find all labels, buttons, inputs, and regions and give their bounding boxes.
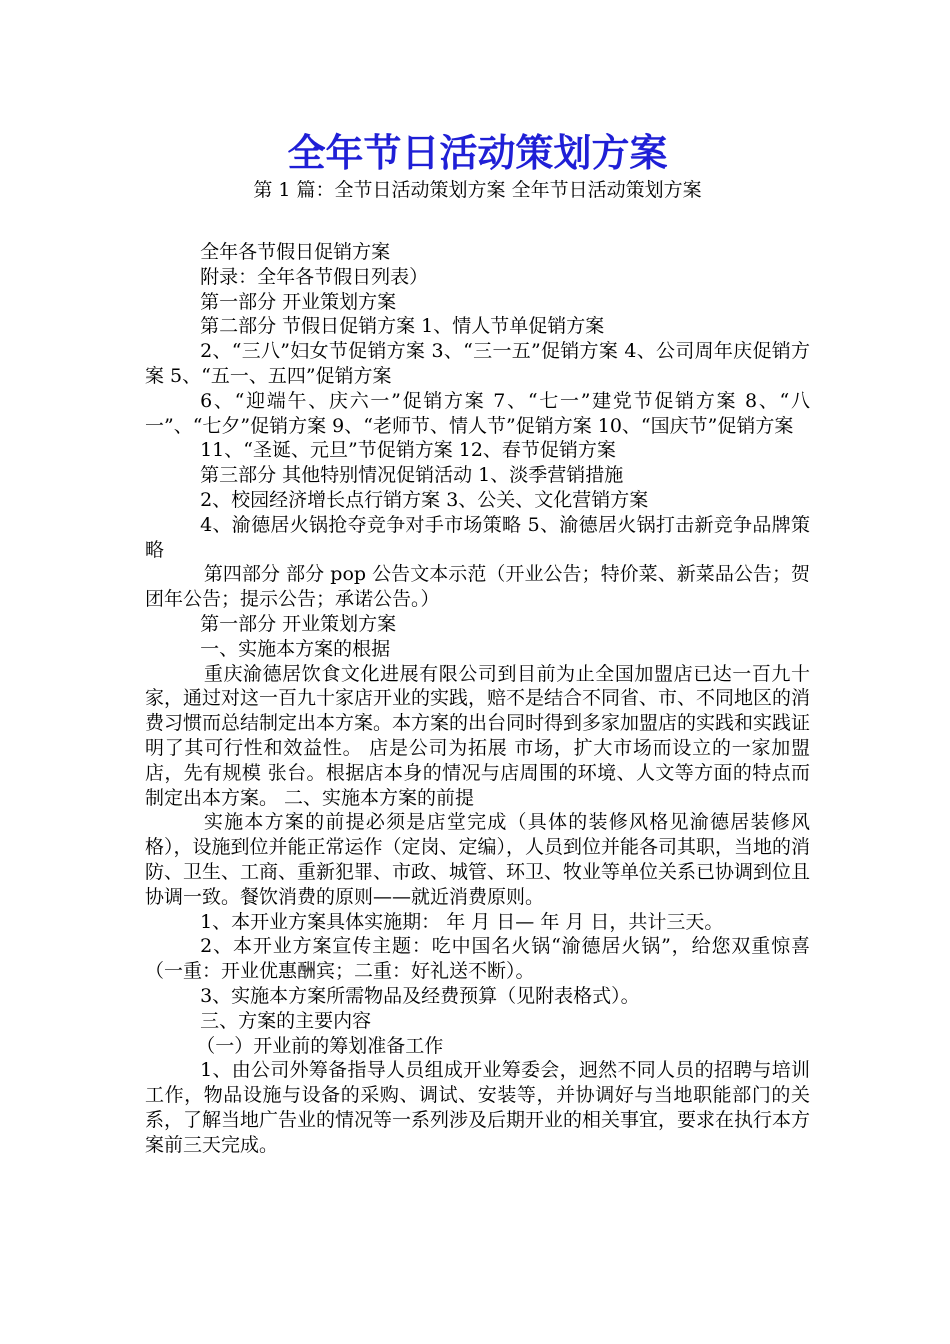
- paragraph: 第一部分 开业策划方案: [200, 612, 397, 635]
- paragraph: 三、方案的主要内容: [200, 1009, 372, 1032]
- document-subtitle: 第 1 篇：全节日活动策划方案 全年节日活动策划方案: [253, 179, 702, 201]
- paragraph: 6、“迎端午、庆六一”促销方案 7、“七一”建党节促销方案 8、“八一”、“七夕”促销方案 9、“老师节、情人节”促销方案 10、“国庆节”促销方案: [145, 389, 810, 437]
- paragraph: 附录：全年各节假日列表）: [200, 265, 429, 288]
- paragraph: 2、“三八”妇女节促销方案 3、“三一五”促销方案 4、公司周年庆促销方案 5、“五一、五四”促销方案: [145, 340, 810, 387]
- document-page: [145, 128, 810, 1157]
- document-body: [145, 240, 810, 1157]
- paragraph: 第四部分 部分 pop 公告文本示范（开业公告；特价菜、新菜品公告；贺团年公告；提示公告；承诺公告。）: [145, 563, 810, 611]
- paragraph: 第三部分 其他特别情况促销活动 1、淡季营销措施: [200, 464, 624, 487]
- paragraph: 2、校园经济增长点行销方案 3、公关、文化营销方案: [200, 488, 649, 511]
- paragraph: 重庆渝德居饮食文化进展有限公司到目前为止全国加盟店已达一百九十家，通过对这一百九十家店开业的实践，赔不是结合不同省、市、不同地区的消费习惯而总结制定出本方案。本方案的出台同时得到多家加盟店的实践和实践证明了其可行性和效益性。 店是公司为拓展 市场，扩大市场而设立的一家加盟店，先有规模 张台。根据店本身的情况与店周围的环境、人文等方面的特点而制定出本方案。 二、实施本方案的前提: [145, 662, 811, 809]
- paragraph: 全年各节假日促销方案: [200, 241, 391, 263]
- paragraph: 1、本开业方案具体实施期： 年 月 日— 年 月 日，共计三天。: [200, 910, 724, 933]
- paragraph: （一）开业前的筹划准备工作: [196, 1034, 444, 1057]
- paragraph: 4、渝德居火锅抢夺竞争对手市场策略 5、渝德居火锅打击新竞争品牌策略: [145, 513, 810, 561]
- paragraph: 2、本开业方案宣传主题：吃中国名火锅“渝德居火锅”，给您双重惊喜（一重：开业优惠酬宾；二重：好礼送不断）。: [145, 935, 810, 983]
- document-title: 全年节日活动策划方案: [287, 130, 668, 175]
- paragraph: 一、实施本方案的根据: [200, 637, 391, 660]
- paragraph: 11、“圣诞、元旦”节促销方案 12、春节促销方案: [200, 439, 616, 462]
- paragraph: 1、由公司外筹备指导人员组成开业筹委会，迥然不同人员的招聘与培训工作，物品设施与设备的采购、调试、安装等，并协调好与当地职能部门的关系，了解当地广告业的情况等一系列涉及后期开业的相关事宜，要求在执行本方案前三天完成。: [145, 1059, 811, 1156]
- paragraph: 第二部分 节假日促销方案 1、情人节单促销方案: [200, 315, 605, 338]
- paragraph: 3、实施本方案所需物品及经费预算（见附表格式）。: [200, 984, 640, 1007]
- paragraph: 第一部分 开业策划方案: [200, 290, 397, 313]
- paragraph: 实施本方案的前提必须是店堂完成（具体的装修风格见渝德居装修风格），设施到位并能正常运作（定岗、定编），人员到位并能各司其职，当地的消防、卫生、工商、重新犯罪、市政、城管、环卫、牧业等单位关系已协调到位且协调一致。餐饮消费的原则——就近消费原则。: [145, 811, 811, 908]
- blank-line: [145, 203, 810, 240]
